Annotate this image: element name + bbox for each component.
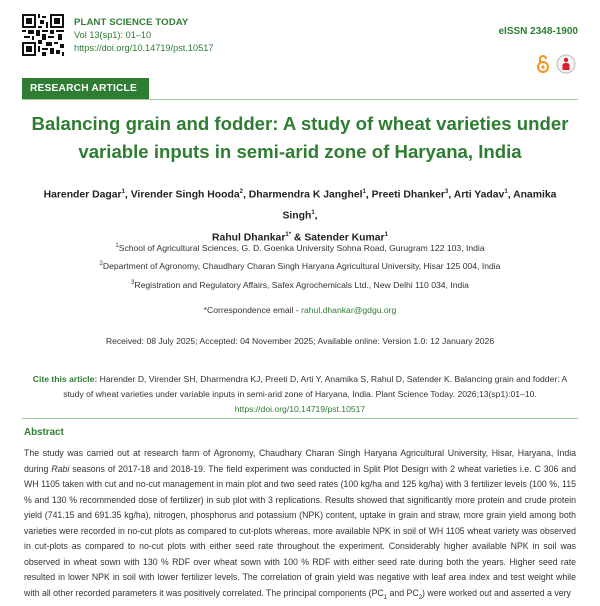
- author-affiliation-mark: 2: [239, 189, 243, 195]
- affiliation-item: [40, 256, 560, 274]
- author-affiliation-mark: 1*: [285, 231, 292, 238]
- abstract-subscript: 2: [418, 594, 423, 601]
- abstract-body: [24, 446, 576, 606]
- journal-volume: Vol 13(sp1): 01–10: [74, 30, 152, 40]
- author-name: Preeti Dhanker: [371, 189, 445, 201]
- abstract-text: The study was carried out at research farm of Agronomy, Chaudhary Charan Singh Haryana Agricultural University, Hisar, Haryana, India during: [24, 448, 576, 474]
- author-list: Harender Dagar$^1$, Virender Singh Hooda$^2$, Dharmendra K Janghel$^1$, Preeti Dhanker$^3$, Arti Yadav$^1$, Anamika Singh$^1$, Rahul Dhankar$^{1*}$ & Satender Kumar$^1$: [43, 189, 557, 244]
- qr-code-icon[interactable]: [22, 14, 64, 56]
- author-name: Rahul Dhankar: [212, 232, 286, 244]
- publication-dates: Received: 08 July 2025; Accepted: 04 November 2025; Available online: Version 1.0: 12 January 2026: [105, 336, 495, 346]
- open-access-icon: [536, 54, 550, 74]
- affiliation-item: [40, 238, 560, 256]
- author-name: Satender Kumar: [304, 232, 385, 244]
- correspondence-label: *Correspondence email -: [203, 305, 302, 315]
- article-type-banner: RESEARCH ARTICLE: [22, 78, 149, 100]
- author-name: Harender Dagar: [43, 189, 122, 201]
- author-affiliation-mark: 3: [444, 189, 449, 195]
- citation-text: Harender D, Virender SH, Dharmendra KJ, Preeti D, Arti Y, Anamika S, Rahul D, Satender K. Balancing grain and fodder: A study of wheat varieties under variable inputs in semi-arid zone of Haryana, India. Plant Science Today. 2026;13(sp1):01–10.: [63, 374, 568, 399]
- author-affiliation-mark: 1: [504, 189, 508, 195]
- author-name: Dharmendra K Janghel: [248, 189, 363, 201]
- abstract-text: ) were worked out and asserted a very: [422, 587, 571, 598]
- citation-label: Cite this article:: [32, 374, 98, 384]
- article-title: Balancing grain and fodder: A study of wheat varieties under variable inputs in semi-arid zone of Haryana, India: [31, 113, 569, 162]
- abstract-text: seasons of 2017-18 and 2018-19. The field experiment was conducted in Split Plot Design with 2 wheat varieties i.e. C 306 and WH 1105 taken with cut and no-cut management in main plot and two seed rates (100 kg/ha and 125 kg/ha) with 3 fertilizer levels (100 %, 115 % and 130 % recommended dose of fertilizer) in sub plot with 3 replications. Results showed that significantly more protein and crude protein yield (741.15 and 691.35 kg/ha), nitrogen, phosphorus and potassium (NPK) content, uptake in grain and straw, more grain yield among both varieties were recorded in no-cut plots as compared to cut-plots whereas, more available NPK in soil of WH 1105 wheat variety was observed in cut-plots as compared to no-cut plots with either seed rate throughout the experiment. Considerably higher available NPK in soil was observed in wheat sown with 130 % RDF over wheat sown with 100 % RDF with either seed rate during both the years. Higher seed rate resulted in lower NPK in soil with lower fertilizer levels. The correlation of grain yield was negative with leaf area index and test weight while with all other recorded parameters it was positively correlated. The principal components (PC: [24, 463, 576, 598]
- journal-name: PLANT SCIENCE TODAY: [74, 17, 189, 28]
- author-name: Virender Singh Hooda: [130, 189, 240, 201]
- affiliation-number: 1: [115, 243, 119, 249]
- journal-info: [74, 16, 213, 55]
- correspondence-line: [40, 305, 560, 315]
- journal-header: [22, 14, 578, 74]
- abstract-text: and PC: [387, 587, 419, 598]
- affiliation-list: [40, 238, 560, 293]
- header-divider: [22, 99, 578, 100]
- journal-doi-link[interactable]: https://doi.org/10.14719/pst.10517: [74, 43, 214, 53]
- author-affiliation-mark: 1: [362, 189, 366, 195]
- abstract-heading: Abstract: [24, 427, 64, 438]
- affiliation-number: 2: [99, 261, 103, 268]
- affiliation-text: School of Agricultural Sciences, G. D. Goenka University Sohna Road, Gurugram 122 103, India: [118, 242, 485, 253]
- author-affiliation-mark: 1: [311, 210, 315, 217]
- author-affiliation-mark: 1: [384, 231, 388, 238]
- abstract-divider: [22, 418, 578, 419]
- creative-commons-icon: [556, 54, 576, 74]
- author-affiliation-mark: 1: [121, 189, 125, 195]
- author-name: Anamika Singh: [282, 189, 557, 222]
- affiliation-text: Registration and Regulatory Affairs, Safex Agrochemicals Ltd., New Delhi 110 034, India: [134, 279, 469, 290]
- eissn-label: eISSN 2348-1900: [498, 26, 578, 37]
- affiliation-item: [40, 275, 560, 293]
- abstract-season-term: Rabi: [51, 463, 70, 474]
- correspondence-email-link[interactable]: rahul.dhankar@gdgu.org: [301, 305, 397, 315]
- citation-block: [24, 372, 576, 417]
- citation-doi-link[interactable]: https://doi.org/10.14719/pst.10517: [234, 404, 366, 414]
- affiliation-number: 3: [131, 279, 135, 286]
- author-name: Arti Yadav: [453, 189, 505, 201]
- affiliation-text: Department of Agronomy, Chaudhary Charan Singh Haryana Agricultural University, Hisar 125 004, India: [102, 261, 501, 272]
- abstract-subscript: 1: [383, 594, 388, 601]
